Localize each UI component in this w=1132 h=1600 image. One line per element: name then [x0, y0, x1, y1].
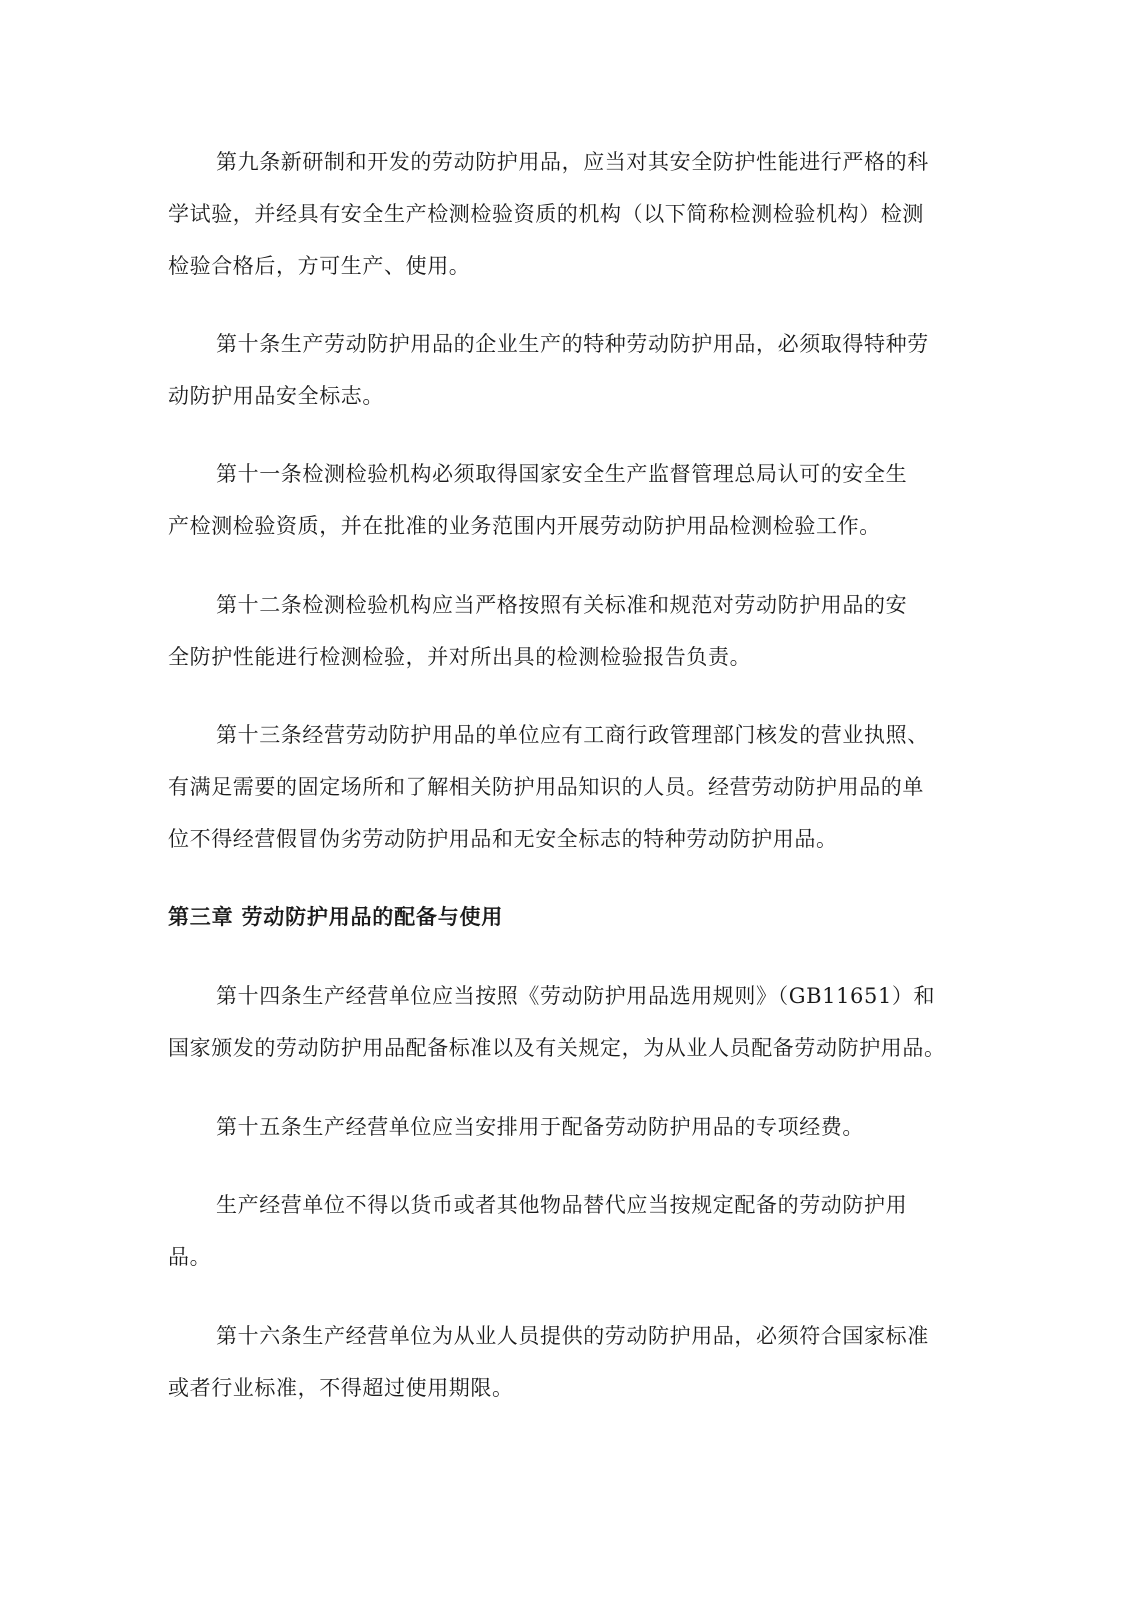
article-13-line-3: 位不得经营假冒伪劣劳动防护用品和无安全标志的特种劳动防护用品。 — [168, 827, 838, 851]
article-11-line-2: 产检测检验资质，并在批准的业务范围内开展劳动防护用品检测检验工作。 — [168, 514, 881, 538]
article-10-line-1: 第十条生产劳动防护用品的企业生产的特种劳动防护用品，必须取得特种劳 — [216, 332, 929, 356]
article-16-line-1: 第十六条生产经营单位为从业人员提供的劳动防护用品，必须符合国家标准 — [216, 1324, 929, 1348]
article-15-line-1: 第十五条生产经营单位应当安排用于配备劳动防护用品的专项经费。 — [216, 1115, 864, 1139]
article-14-line-2: 国家颁发的劳动防护用品配备标准以及有关规定，为从业人员配备劳动防护用品。 — [168, 1036, 946, 1060]
article-15-para-2-line-1: 生产经营单位不得以货币或者其他物品替代应当按规定配备的劳动防护用 — [216, 1193, 908, 1217]
article-9-line-3: 检验合格后，方可生产、使用。 — [168, 254, 471, 278]
article-13-line-2: 有满足需要的固定场所和了解相关防护用品知识的人员。经营劳动防护用品的单 — [168, 775, 924, 799]
article-16-line-2: 或者行业标准，不得超过使用期限。 — [168, 1376, 514, 1400]
article-11-line-1: 第十一条检测检验机构必须取得国家安全生产监督管理总局认可的安全生 — [216, 462, 908, 486]
chapter-3-heading: 第三章 劳动防护用品的配备与使用 — [168, 905, 504, 929]
article-9-line-1: 第九条新研制和开发的劳动防护用品，应当对其安全防护性能进行严格的科 — [216, 150, 929, 174]
article-13-line-1: 第十三条经营劳动防护用品的单位应有工商行政管理部门核发的营业执照、 — [216, 723, 929, 747]
article-9-line-2: 学试验，并经具有安全生产检测检验资质的机构（以下简称检测检验机构）检测 — [168, 202, 924, 226]
article-14-line-1: 第十四条生产经营单位应当按照《劳动防护用品选用规则》（GB11651）和 — [216, 984, 936, 1008]
article-12-line-1: 第十二条检测检验机构应当严格按照有关标准和规范对劳动防护用品的安 — [216, 593, 908, 617]
article-10-line-2: 动防护用品安全标志。 — [168, 384, 384, 408]
article-12-line-2: 全防护性能进行检测检验，并对所出具的检测检验报告负责。 — [168, 645, 752, 669]
article-15-para-2-line-2: 品。 — [168, 1245, 212, 1269]
